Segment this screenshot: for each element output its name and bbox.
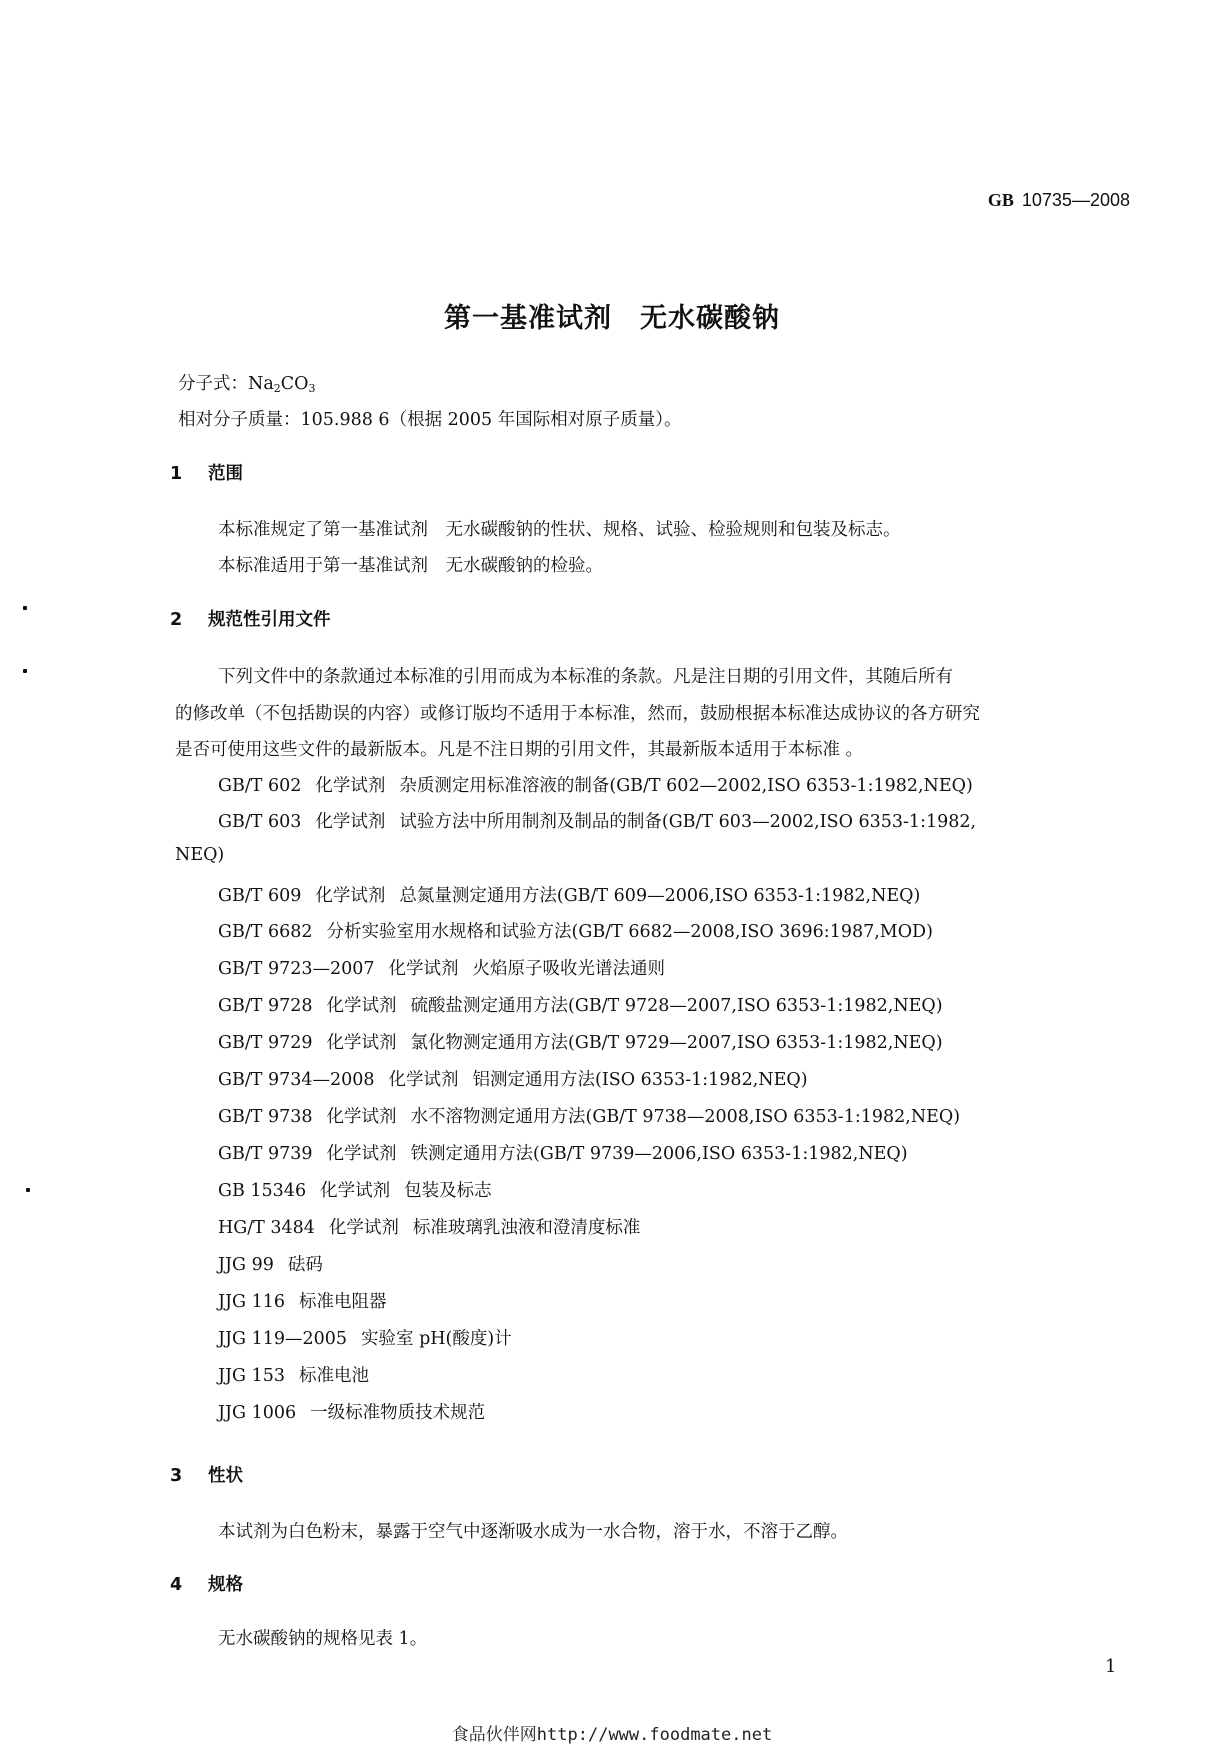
footer-watermark: 食品伙伴网http://www.foodmate.net xyxy=(451,1725,773,1745)
standard-prefix: GB xyxy=(987,190,1014,210)
reference-item xyxy=(218,1214,640,1239)
reference-code: JJG 1006 xyxy=(218,1403,297,1423)
reference-title: 标准玻璃乳浊液和澄清度标准 xyxy=(412,1218,641,1238)
reference-item xyxy=(218,1288,386,1313)
section-title: 规范性引用文件 xyxy=(208,610,331,630)
section-heading-2 xyxy=(170,606,331,631)
reference-item xyxy=(218,808,976,833)
section-number: 3 xyxy=(170,1466,183,1486)
reference-category: 化学试剂 xyxy=(388,1070,459,1090)
reference-title: 铁测定通用方法(GB/T 9739—2006,ISO 6353-1:1982,NEQ) xyxy=(410,1144,908,1164)
reference-title: 一级标准物质技术规范 xyxy=(310,1403,486,1423)
paragraph: 本标准适用于第一基准试剂 无水碳酸钠的检验。 xyxy=(218,556,603,576)
paragraph: 无水碳酸钠的规格见表 1。 xyxy=(218,1629,428,1649)
page-title xyxy=(0,296,1224,335)
reference-title: 标准电阻器 xyxy=(298,1292,387,1312)
intro-line: 下列文件中的条款通过本标准的引用而成为本标准的条款。凡是注日期的引用文件，其随后所有 xyxy=(218,667,953,687)
formula-na: Na xyxy=(248,374,274,394)
reference-code: GB/T 9739 xyxy=(218,1144,313,1164)
section-heading-1 xyxy=(170,460,243,485)
section-number: 4 xyxy=(170,1575,183,1595)
section-number: 1 xyxy=(170,464,183,484)
section-title: 范围 xyxy=(208,464,243,484)
reference-title: 铝测定通用方法(ISO 6353-1:1982,NEQ) xyxy=(472,1070,808,1090)
standard-code xyxy=(988,190,1130,211)
reference-category: 化学试剂 xyxy=(315,886,386,906)
intro-line: 的修改单（不包括勘误的内容）或修订版均不适用于本标准，然而，鼓励根据本标准达成协议的各方研究 xyxy=(175,704,980,724)
reference-code: GB/T 602 xyxy=(218,776,302,796)
reference-code: JJG 119—2005 xyxy=(218,1329,348,1349)
reference-code: GB/T 9723—2007 xyxy=(218,959,375,979)
section-title: 性状 xyxy=(208,1466,243,1486)
reference-title: 砝码 xyxy=(287,1255,323,1275)
section-heading-4 xyxy=(170,1571,243,1596)
formula-label: 分子式： xyxy=(178,374,248,394)
reference-code: GB 15346 xyxy=(218,1181,307,1201)
reference-title: 分析实验室用水规格和试验方法(GB/T 6682—2008,ISO 3696:1987,MOD) xyxy=(326,922,933,942)
reference-item xyxy=(218,1103,960,1128)
reference-code: GB/T 609 xyxy=(218,886,302,906)
reference-item xyxy=(218,1140,908,1165)
reference-code: JJG 153 xyxy=(218,1366,285,1386)
reference-item xyxy=(218,1251,323,1276)
reference-item xyxy=(218,1066,808,1091)
reference-title: 水不溶物测定通用方法(GB/T 9738—2008,ISO 6353-1:1982,NEQ) xyxy=(410,1107,961,1127)
reference-title: 标准电池 xyxy=(298,1366,369,1386)
reference-code: HG/T 3484 xyxy=(218,1218,315,1238)
reference-item xyxy=(218,1362,369,1387)
reference-category: 化学试剂 xyxy=(320,1181,391,1201)
reference-item xyxy=(218,918,933,943)
reference-code: GB/T 9738 xyxy=(218,1107,313,1127)
title-part-2: 无水碳酸钠 xyxy=(640,303,780,334)
section-title: 规格 xyxy=(208,1575,243,1595)
intro-line: 是否可使用这些文件的最新版本。凡是不注日期的引用文件，其最新版本适用于本标准 。 xyxy=(175,740,864,760)
reference-category: 化学试剂 xyxy=(326,1033,397,1053)
reference-title: 实验室 pH(酸度)计 xyxy=(361,1329,512,1349)
reference-code: GB/T 9734—2008 xyxy=(218,1070,375,1090)
reference-code: GB/T 9729 xyxy=(218,1033,313,1053)
reference-code: JJG 99 xyxy=(218,1255,274,1275)
formula-sub-1: 2 xyxy=(273,382,281,395)
section-number: 2 xyxy=(170,610,183,630)
molecular-mass: 相对分子质量：105.988 6（根据 2005 年国际相对原子质量）。 xyxy=(178,410,682,430)
reference-category: 化学试剂 xyxy=(315,812,386,832)
reference-title: 总氮量测定通用方法(GB/T 609—2006,ISO 6353-1:1982,NEQ) xyxy=(399,886,921,906)
reference-title: 试验方法中所用制剂及制品的制备(GB/T 603—2002,ISO 6353-1:1982, xyxy=(399,812,977,832)
reference-continuation: NEQ) xyxy=(175,845,225,865)
formula-sub-2: 3 xyxy=(308,382,316,395)
molecular-formula xyxy=(178,370,316,395)
section-heading-3 xyxy=(170,1462,243,1487)
reference-code: GB/T 9728 xyxy=(218,996,313,1016)
reference-title: 火焰原子吸收光谱法通则 xyxy=(472,959,666,979)
reference-code: JJG 116 xyxy=(218,1292,285,1312)
reference-title: 包装及标志 xyxy=(404,1181,492,1201)
reference-item xyxy=(218,772,973,797)
reference-category: 化学试剂 xyxy=(315,776,386,796)
reference-title: 杂质测定用标准溶液的制备(GB/T 602—2002,ISO 6353-1:1982,NEQ) xyxy=(399,776,973,796)
reference-item xyxy=(218,992,943,1017)
formula-co: CO xyxy=(280,374,309,394)
reference-category: 化学试剂 xyxy=(326,1144,397,1164)
reference-category: 化学试剂 xyxy=(326,1107,397,1127)
scan-artifact-dot xyxy=(23,606,27,610)
reference-category: 化学试剂 xyxy=(328,1218,399,1238)
reference-item xyxy=(218,955,665,980)
reference-item xyxy=(218,1399,485,1424)
paragraph: 本试剂为白色粉末，暴露于空气中逐渐吸水成为一水合物，溶于水，不溶于乙醇。 xyxy=(218,1522,848,1542)
page-number: 1 xyxy=(1105,1656,1117,1677)
reference-code: GB/T 603 xyxy=(218,812,302,832)
standard-number: 10735—2008 xyxy=(1021,190,1130,210)
reference-category: 化学试剂 xyxy=(388,959,459,979)
scan-artifact-dot xyxy=(23,669,27,673)
reference-title: 氯化物测定通用方法(GB/T 9729—2007,ISO 6353-1:1982,NEQ) xyxy=(410,1033,943,1053)
reference-item xyxy=(218,1177,492,1202)
reference-item xyxy=(218,882,920,907)
title-part-1: 第一基准试剂 xyxy=(444,303,612,334)
paragraph: 本标准规定了第一基准试剂 无水碳酸钠的性状、规格、试验、检验规则和包装及标志。 xyxy=(218,520,901,540)
reference-category: 化学试剂 xyxy=(326,996,397,1016)
scan-artifact-dot xyxy=(26,1188,30,1192)
reference-title: 硫酸盐测定通用方法(GB/T 9728—2007,ISO 6353-1:1982,NEQ) xyxy=(410,996,943,1016)
reference-code: GB/T 6682 xyxy=(218,922,313,942)
reference-item xyxy=(218,1325,512,1350)
reference-item xyxy=(218,1029,943,1054)
